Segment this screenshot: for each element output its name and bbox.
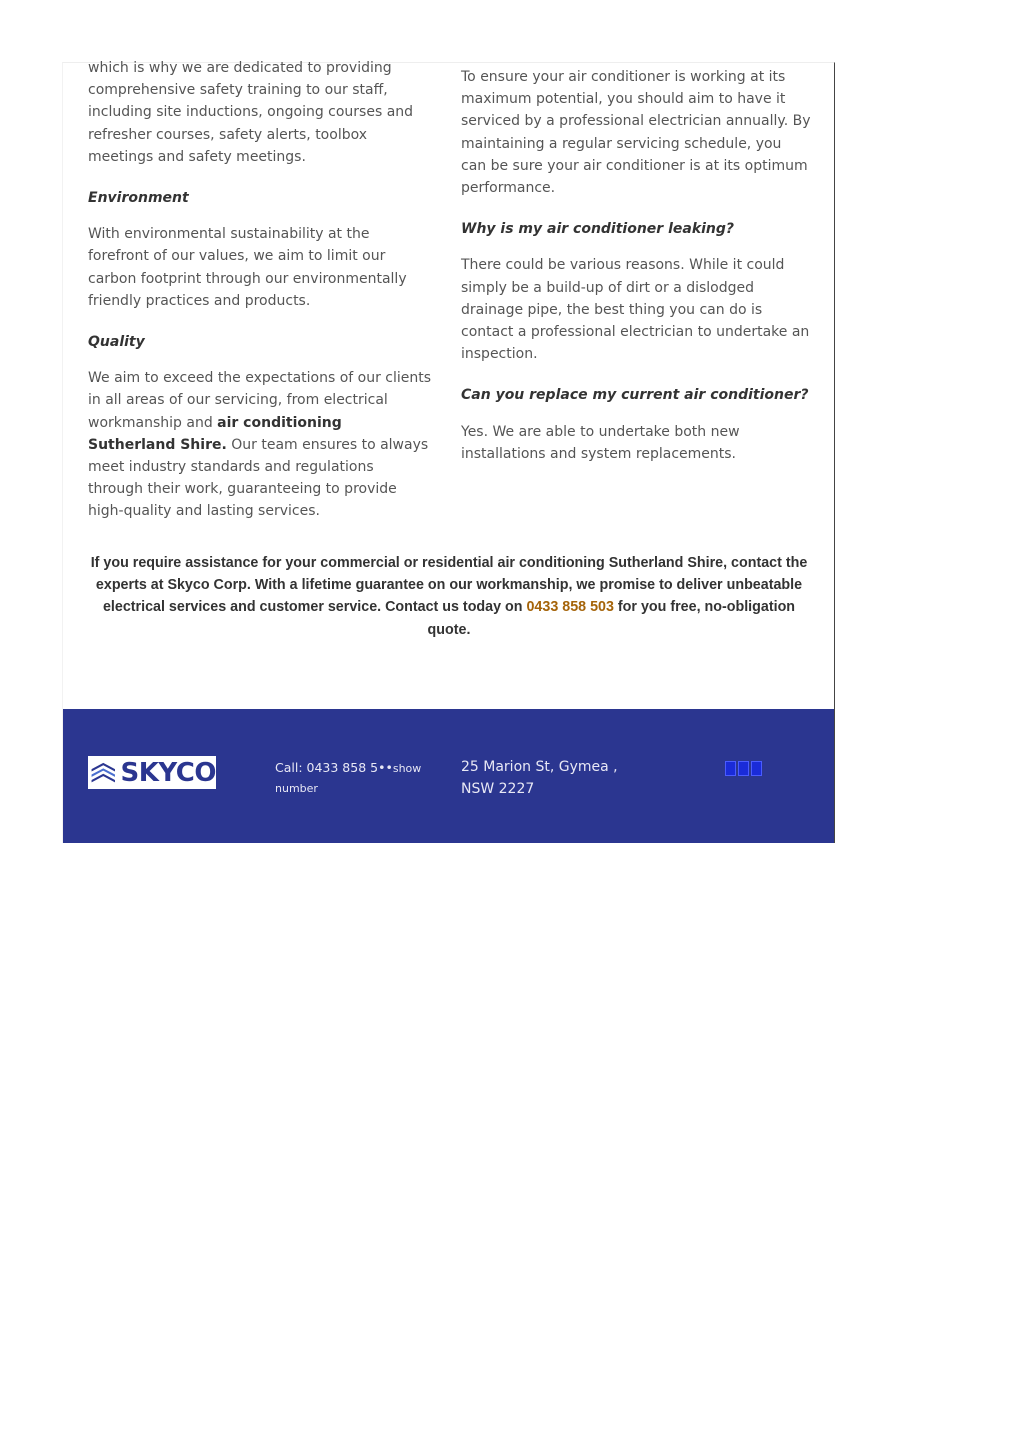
quality-text bbox=[88, 367, 433, 522]
faq-question-leaking: Why is my air conditioner leaking? bbox=[461, 221, 735, 238]
quality-keyword: air conditioning Sutherland Shire. bbox=[88, 414, 342, 453]
call-number: Call: 0433 858 5 bbox=[275, 760, 379, 775]
cta-phone-link[interactable]: 0433 858 503 bbox=[526, 599, 614, 616]
document-page bbox=[62, 62, 835, 843]
faq-question-replace: Can you replace my current air conditioner? bbox=[461, 387, 809, 404]
quality-heading: Quality bbox=[88, 334, 145, 351]
environment-text: With environmental sustainability at the forefront of our values, we aim to limit our carbon footprint through our environmentally friendly practices and products. bbox=[88, 226, 407, 309]
faq-answer-replace: Yes. We are able to undertake both new installations and system replacements. bbox=[461, 423, 740, 462]
social-icon-2[interactable] bbox=[738, 761, 749, 776]
call-dots: •• bbox=[378, 760, 393, 775]
footer-call bbox=[275, 758, 425, 798]
call-to-action bbox=[85, 552, 813, 641]
show-number-link[interactable]: show number bbox=[275, 762, 422, 795]
social-links bbox=[725, 761, 762, 776]
cta-text-end: for you free, no-obligation quote. bbox=[427, 599, 796, 638]
social-icon-1[interactable] bbox=[725, 761, 736, 776]
skyco-logo[interactable] bbox=[88, 756, 216, 789]
logo-text: SKYCO bbox=[120, 757, 216, 788]
safety-text: which is why we are dedicated to providing comprehensive safety training to our staff, including site inductions, ongoing courses and refresher courses, safety alerts, toolbox meetings and safety meetings. bbox=[88, 60, 414, 165]
address-line-1: 25 Marion St, Gymea , bbox=[461, 759, 618, 775]
quality-text-end: Our team ensures to always meet industry standards and regulations through their work, guaranteeing to provide high-quality and lasting services. bbox=[88, 436, 429, 520]
skyco-chevron-icon bbox=[90, 758, 117, 788]
right-column bbox=[461, 66, 811, 465]
footer bbox=[63, 709, 834, 843]
footer-address bbox=[461, 756, 661, 800]
servicing-text: To ensure your air conditioner is working at its maximum potential, you should aim to have it serviced by a professional electrician annually. By maintaining a regular servicing schedule, you can be sure your air conditioner is at its optimum performance. bbox=[461, 69, 811, 197]
quality-text-start: We aim to exceed the expectations of our clients in all areas of our servicing, from electrical workmanship and bbox=[88, 370, 432, 431]
address-line-2: NSW 2227 bbox=[461, 781, 535, 797]
faq-answer-leaking: There could be various reasons. While it could simply be a build-up of dirt or a dislodged drainage pipe, the best thing you can do is contact a professional electrician to undertake an inspection. bbox=[461, 257, 810, 363]
left-column bbox=[88, 57, 433, 523]
social-icon-3[interactable] bbox=[751, 761, 762, 776]
cta-text: If you require assistance for your commercial or residential air conditioning Sutherland Shire, contact the experts at Skyco Corp. With a lifetime guarantee on our workmanship, we promise to deliver unbeatable electrical services and customer service. Contact us today on bbox=[90, 555, 808, 616]
environment-heading: Environment bbox=[88, 190, 189, 207]
